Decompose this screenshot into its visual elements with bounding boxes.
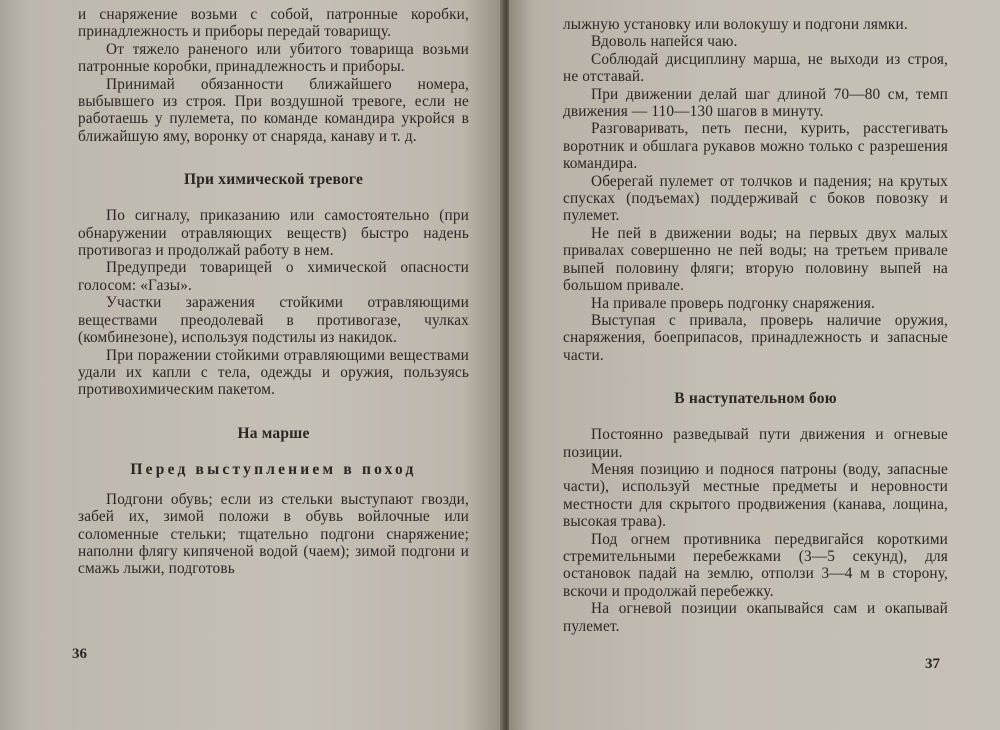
paragraph: Подгони обувь; если из стельки выступают гвозди, забей их, зимой положи в обувь войлочные или соломенные стельки; тщательно подгони снаряжение; наполни флягу кипяченой водой (чаем); зимой подгони и смажь лыжи, подготовь (78, 490, 469, 578)
paragraph: Предупреди товарищей о химической опасности голосом: «Газы». (78, 259, 469, 294)
paragraph: При поражении стойкими отравляющими веществами удали их капли с тела, одежды и оружия, пользуясь противохимическим пакетом. (78, 346, 469, 399)
paragraph: Меняя позицию и поднося патроны (воду, запасные части), используй местные предметы и неровности местности для скрытого продвижения (канава, лощина, высокая трава). (563, 460, 948, 531)
left-intro-section (78, 6, 469, 145)
before-march-section (78, 491, 469, 578)
paragraph: Постоянно разведывай пути движения и огневые позиции. (563, 426, 948, 461)
page-number-left: 36 (72, 646, 87, 662)
offensive-battle-section (563, 426, 948, 635)
section-heading-chemical-alarm: При химической тревоге (183, 171, 364, 189)
paragraph: От тяжело раненого или убитого товарища возьми патронные коробки, принадлежность и приборы. (78, 40, 469, 76)
chemical-alarm-section (78, 207, 469, 398)
paragraph: и снаряжение возьми с собой, патронные коробки, принадлежность и приборы передай товарищу. (78, 6, 469, 41)
paragraph: При движении делай шаг длиной 70—80 см, темп движения — 110—130 шагов в минуту. (563, 85, 948, 121)
paragraph: Оберегай пулемет от толчков и падения; на крутых спусках (подъемах) поддерживай с боков повозку и пулемет. (563, 172, 948, 225)
right-page (509, 0, 1000, 730)
paragraph: На привале проверь подгонку снаряжения. (591, 294, 876, 312)
page-number-right: 37 (925, 656, 940, 672)
paragraph: По сигналу, приказанию или самостоятельно (при обнаружении отравляющих веществ) быстро надень противогаз и продолжай работу в нем. (78, 207, 469, 260)
paragraph: Вдоволь напейся чаю. (591, 33, 738, 51)
paragraph: Разговаривать, петь песни, курить, расстегивать воротник и обшлага рукавов можно только с разрешения командира. (563, 120, 948, 173)
paragraph: Соблюдай дисциплину марша, не выходи из строя, не отставай. (563, 50, 948, 86)
paragraph: Выступая с привала, проверь наличие оружия, снаряжения, боеприпасов, принадлежность и запасные части. (563, 311, 948, 364)
section-heading-on-march: На марше (237, 424, 310, 442)
paragraph: Под огнем противника передвигайся короткими стремительными перебежками (3—5 секунд), для остановок падай на землю, отползи 3—4 м в сторону, вскочи и продолжай перебежку. (563, 530, 948, 600)
paragraph: Принимай обязанности ближайшего номера, выбывшего из строя. При воздушной тревоге, если не работаешь у пулемета, по команде командира укройся в ближайшую яму, воронку от снаряда, канаву и т. д. (78, 75, 469, 145)
paragraph: Не пей в движении воды; на первых двух малых привалах совершенно не пей воды; на третьем привале выпей половину фляги; вторую половину выпей на большом привале. (563, 224, 948, 295)
paragraph: Участки заражения стойкими отравляющими веществами преодолевай в противогазе, чулках (комбинезоне), используя подстилы из накидок. (78, 294, 469, 347)
march-rules-section (563, 16, 948, 364)
paragraph: На огневой позиции окапывайся сам и окапывай пулемет. (563, 600, 948, 635)
section-heading-offensive-battle: В наступательном бою (674, 390, 837, 408)
paragraph: лыжную установку или волокушу и подгони лямки. (563, 16, 908, 33)
subheading-before-march: Перед выступлением в поход (130, 460, 417, 478)
